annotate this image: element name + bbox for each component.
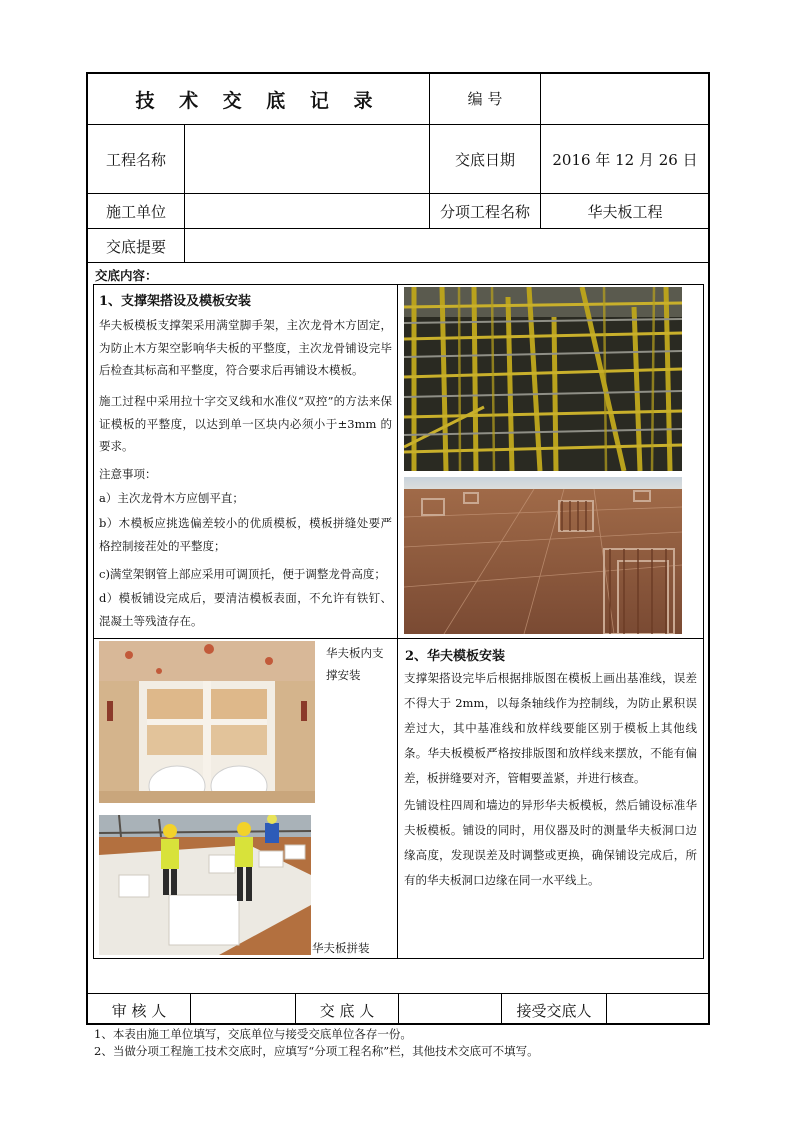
sub-project-value[interactable]: 华夫板工程 (587, 203, 663, 221)
reviewer-label: 审 核 人 (111, 1002, 167, 1020)
section1-paragraph-1: 华夫板模板支撑架采用满堂脚手架，主次龙骨木方固定，为防止木方架空影响华夫板的平整度，主次龙骨铺设完毕后检查其标高和平整度，符合要求后再铺设木模板。 (99, 318, 392, 377)
workers-assembly-photo (99, 815, 311, 955)
discloser-label: 交 底 人 (319, 1002, 375, 1020)
section2-paragraph-2: 先铺设柱四周和墙边的异形华夫板模板，然后铺设标准华夫板模板。铺设的同时，用仪器及时的测量华夫板洞口边缘高度，发现误差及时调整或更换，确保铺设完成后，所有的华夫板洞口边缘在同一水平线上。 (404, 798, 697, 887)
footnote-2: 2、当做分项工程施工技术交底时，应填写“分项工程名称”栏，其他技术交底可不填写。 (94, 1044, 539, 1058)
section2-heading: 2、华夫模板安装 (405, 649, 506, 664)
date-label: 交底日期 (454, 151, 515, 169)
note-c: c)满堂架钢管上部应采用可调顶托，便于调整龙骨高度； (99, 567, 386, 581)
receiver-label: 接受交底人 (516, 1002, 592, 1020)
form-title: 技 术 交 底 记 录 (135, 90, 382, 112)
project-name-label: 工程名称 (105, 151, 166, 169)
section1-heading: 1、支撑架搭设及模板安装 (99, 294, 252, 309)
waffle-mold-photo (99, 641, 315, 803)
content-label: 交底内容： (95, 268, 158, 283)
note-d: d）模板铺设完成后，要清洁模板表面，不允许有铁钉、混凝土等残渣存在。 (99, 591, 392, 628)
number-label: 编 号 (467, 90, 503, 108)
sub-project-label: 分项工程名称 (439, 203, 530, 221)
footnote-1: 1、本表由施工单位填写，交底单位与接受交底单位各存一份。 (94, 1027, 412, 1041)
note-a: a）主次龙骨木方应刨平直； (99, 491, 244, 505)
date-value[interactable]: 2016 年 12 月 26 日 (552, 151, 698, 169)
scaffold-photo (404, 287, 682, 471)
caption-assembly: 华夫板拼装 (312, 941, 370, 955)
formwork-deck-photo (404, 477, 682, 634)
notes-title: 注意事项： (99, 467, 157, 481)
section1-paragraph-2: 施工过程中采用拉十字交叉线和水准仪“双控”的方法来保证模板的平整度，以达到单一区块内必须小于±3mm 的要求。 (99, 394, 392, 453)
caption-inner-support: 华夫板内支撑安装 (326, 646, 384, 682)
section2-paragraph-1: 支撑架搭设完毕后根据排版图在模板上画出基准线，误差不得大于 2mm，以每条轴线作为控制线，为防止累积误差过大，其中基准线和放样线要能区别于模板上其他线条。华夫板模板严格按排版图和放样线来摆放，不能有偏差，板拼缝要对齐，管帽要盖紧，并进行核查。 (404, 671, 697, 785)
note-b: b）木模板应挑选偏差较小的优质模板，模板拼缝处要严格控制接茬处的平整度； (99, 516, 392, 553)
summary-label: 交底提要 (105, 238, 166, 256)
construction-unit-label: 施工单位 (105, 203, 166, 221)
